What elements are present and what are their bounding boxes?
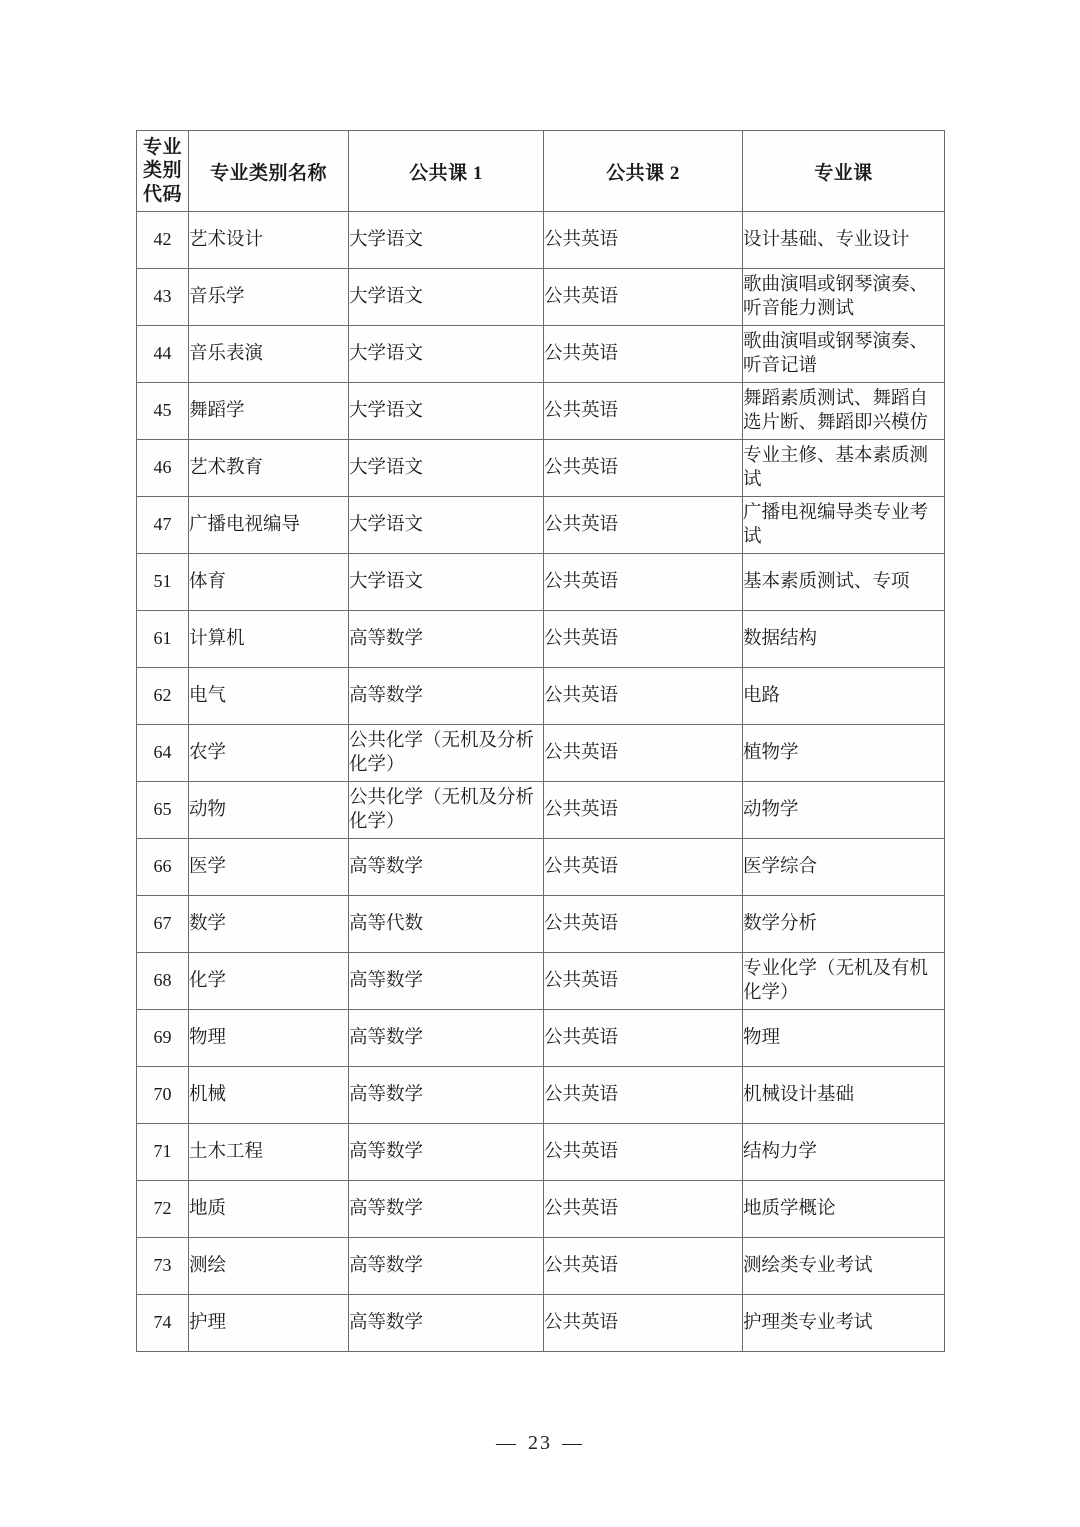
- table-row: [137, 1010, 945, 1067]
- cell-category-name-text: 数学: [189, 913, 227, 934]
- cell-category-name: [189, 782, 349, 839]
- cell-category-code: [137, 1124, 189, 1181]
- cell-public-course-2: [544, 497, 743, 554]
- cell-category-name: [189, 1067, 349, 1124]
- cell-public-course-1-text: 高等数学: [349, 628, 424, 649]
- cell-public-course-2: [544, 383, 743, 440]
- page-footer: [0, 1432, 1080, 1455]
- cell-public-course-1-text: 大学语文: [349, 286, 424, 307]
- cell-major-course-text: 设计基础、专业设计: [743, 229, 910, 250]
- cell-public-course-2-text: 公共英语: [544, 571, 619, 592]
- cell-public-course-2-text: 公共英语: [544, 400, 619, 421]
- cell-public-course-1: [349, 269, 544, 326]
- cell-public-course-2-text: 公共英语: [544, 685, 619, 706]
- cell-category-code: [137, 554, 189, 611]
- cell-public-course-1: [349, 1067, 544, 1124]
- cell-major-course: [743, 440, 945, 497]
- cell-category-code: [137, 1181, 189, 1238]
- cell-major-course: [743, 383, 945, 440]
- cell-category-name: [189, 554, 349, 611]
- cell-major-course-text: 测绘类专业考试: [743, 1255, 873, 1276]
- cell-category-name: [189, 1010, 349, 1067]
- cell-public-course-1-text: 高等数学: [349, 856, 424, 877]
- cell-public-course-2: [544, 896, 743, 953]
- cell-public-course-1-text: 高等数学: [349, 1198, 424, 1219]
- cell-major-course: [743, 1067, 945, 1124]
- cell-public-course-1-text: 大学语文: [349, 457, 424, 478]
- cell-category-name-text: 艺术设计: [189, 229, 264, 250]
- cell-category-code-text: 72: [153, 1198, 172, 1219]
- cell-category-code: [137, 212, 189, 269]
- cell-public-course-1-text: 大学语文: [349, 400, 424, 421]
- table-row: [137, 1124, 945, 1181]
- cell-major-course: [743, 269, 945, 326]
- cell-public-course-1-text: 高等数学: [349, 685, 424, 706]
- cell-public-course-1: [349, 1124, 544, 1181]
- cell-major-course-text: 舞蹈素质测试、舞蹈自选片断、舞蹈即兴模仿: [743, 388, 929, 433]
- cell-public-course-2-text: 公共英语: [544, 514, 619, 535]
- column-header-code-line-3: 代码: [142, 183, 182, 205]
- cell-category-code-text: 73: [153, 1255, 172, 1276]
- cell-public-course-1: [349, 326, 544, 383]
- cell-category-code: [137, 383, 189, 440]
- column-header-category-code: [137, 131, 189, 212]
- cell-category-code: [137, 269, 189, 326]
- table-row: [137, 782, 945, 839]
- cell-category-code-text: 47: [153, 514, 172, 535]
- cell-category-name-text: 艺术教育: [189, 457, 264, 478]
- table-row: [137, 611, 945, 668]
- cell-major-course: [743, 839, 945, 896]
- cell-major-course-text: 护理类专业考试: [743, 1312, 873, 1333]
- cell-category-name-text: 机械: [189, 1084, 227, 1105]
- column-header-category-name: 专业类别名称: [189, 131, 349, 212]
- cell-major-course-text: 数据结构: [743, 628, 818, 649]
- cell-major-course: [743, 497, 945, 554]
- cell-public-course-1-text: 高等代数: [349, 913, 424, 934]
- table-row: [137, 1181, 945, 1238]
- cell-category-code: [137, 326, 189, 383]
- cell-major-course: [743, 953, 945, 1010]
- cell-category-code: [137, 611, 189, 668]
- cell-public-course-2-text: 公共英语: [544, 343, 619, 364]
- cell-public-course-1-text: 高等数学: [349, 1027, 424, 1048]
- major-category-course-table: [136, 130, 945, 1352]
- cell-category-code-text: 66: [153, 856, 172, 877]
- cell-major-course: [743, 782, 945, 839]
- cell-category-code-text: 69: [153, 1027, 172, 1048]
- cell-public-course-1: [349, 383, 544, 440]
- cell-public-course-2-text: 公共英语: [544, 457, 619, 478]
- table-row: [137, 1238, 945, 1295]
- cell-major-course-text: 数学分析: [743, 913, 818, 934]
- cell-category-code-text: 62: [153, 685, 172, 706]
- cell-category-code: [137, 896, 189, 953]
- cell-public-course-1-text: 高等数学: [349, 970, 424, 991]
- cell-major-course: [743, 896, 945, 953]
- cell-category-name: [189, 896, 349, 953]
- column-header-public-course-2: 公共课 2: [544, 131, 743, 212]
- table-row: [137, 1295, 945, 1352]
- cell-category-code-text: 74: [153, 1312, 172, 1333]
- cell-public-course-2: [544, 212, 743, 269]
- footer-dash-left: —: [496, 1432, 518, 1454]
- cell-category-name-text: 测绘: [189, 1255, 227, 1276]
- cell-public-course-2-text: 公共英语: [544, 970, 619, 991]
- cell-major-course: [743, 1124, 945, 1181]
- cell-category-code-text: 65: [153, 799, 172, 820]
- column-header-major-course: 专业课: [743, 131, 945, 212]
- cell-public-course-1: [349, 1238, 544, 1295]
- cell-category-name: [189, 497, 349, 554]
- cell-major-course: [743, 1010, 945, 1067]
- cell-public-course-1-text: 高等数学: [349, 1312, 424, 1333]
- cell-major-course-text: 歌曲演唱或钢琴演奏、听音记谱: [743, 331, 929, 376]
- cell-major-course: [743, 668, 945, 725]
- cell-public-course-2: [544, 839, 743, 896]
- cell-public-course-2-text: 公共英语: [544, 628, 619, 649]
- cell-category-name-text: 音乐学: [189, 286, 245, 307]
- cell-category-name: [189, 953, 349, 1010]
- cell-major-course-text: 医学综合: [743, 856, 818, 877]
- table-row: [137, 839, 945, 896]
- cell-major-course: [743, 326, 945, 383]
- cell-category-name-text: 动物: [189, 799, 227, 820]
- cell-public-course-2: [544, 782, 743, 839]
- cell-category-code: [137, 953, 189, 1010]
- cell-public-course-2-text: 公共英语: [544, 1084, 619, 1105]
- cell-public-course-1-text: 大学语文: [349, 343, 424, 364]
- cell-public-course-1-text: 公共化学（无机及分析化学）: [349, 787, 535, 832]
- table-row: [137, 725, 945, 782]
- cell-category-name: [189, 1295, 349, 1352]
- cell-category-name: [189, 212, 349, 269]
- cell-major-course-text: 结构力学: [743, 1141, 818, 1162]
- cell-category-code: [137, 1295, 189, 1352]
- cell-public-course-1: [349, 497, 544, 554]
- cell-major-course: [743, 1238, 945, 1295]
- cell-category-name-text: 电气: [189, 685, 227, 706]
- cell-public-course-2: [544, 1010, 743, 1067]
- table-row: [137, 554, 945, 611]
- cell-major-course-text: 电路: [743, 685, 781, 706]
- cell-public-course-1: [349, 953, 544, 1010]
- cell-public-course-1: [349, 839, 544, 896]
- cell-category-name-text: 体育: [189, 571, 227, 592]
- cell-major-course: [743, 611, 945, 668]
- column-header-code-line-2: 类别: [142, 160, 182, 182]
- cell-category-code-text: 51: [153, 571, 172, 592]
- cell-major-course-text: 广播电视编导类专业考试: [743, 502, 929, 547]
- cell-public-course-2: [544, 269, 743, 326]
- cell-category-code-text: 61: [153, 628, 172, 649]
- table-row: [137, 896, 945, 953]
- cell-category-code: [137, 1067, 189, 1124]
- cell-public-course-2-text: 公共英语: [544, 229, 619, 250]
- cell-public-course-2-text: 公共英语: [544, 1312, 619, 1333]
- table-header-row: [137, 131, 945, 212]
- cell-category-name-text: 地质: [189, 1198, 227, 1219]
- cell-category-code-text: 71: [153, 1141, 172, 1162]
- cell-category-code: [137, 725, 189, 782]
- cell-category-name: [189, 668, 349, 725]
- table-body: [137, 212, 945, 1352]
- cell-category-code-text: 44: [153, 343, 172, 364]
- cell-category-name-text: 土木工程: [189, 1141, 264, 1162]
- cell-category-name-text: 医学: [189, 856, 227, 877]
- cell-public-course-2-text: 公共英语: [544, 742, 619, 763]
- cell-category-code: [137, 668, 189, 725]
- table-row: [137, 440, 945, 497]
- cell-public-course-1: [349, 212, 544, 269]
- cell-major-course-text: 动物学: [743, 799, 799, 820]
- cell-major-course-text: 歌曲演唱或钢琴演奏、听音能力测试: [743, 274, 929, 319]
- cell-public-course-2-text: 公共英语: [544, 1255, 619, 1276]
- cell-public-course-2-text: 公共英语: [544, 799, 619, 820]
- cell-public-course-1: [349, 1010, 544, 1067]
- cell-public-course-1-text: 公共化学（无机及分析化学）: [349, 730, 535, 775]
- cell-category-name-text: 音乐表演: [189, 343, 264, 364]
- cell-public-course-2: [544, 1181, 743, 1238]
- cell-category-code: [137, 497, 189, 554]
- cell-public-course-2-text: 公共英语: [544, 856, 619, 877]
- cell-public-course-1-text: 高等数学: [349, 1141, 424, 1162]
- cell-public-course-2-text: 公共英语: [544, 1027, 619, 1048]
- table-row: [137, 383, 945, 440]
- cell-category-name: [189, 326, 349, 383]
- cell-public-course-1-text: 大学语文: [349, 571, 424, 592]
- cell-public-course-1: [349, 668, 544, 725]
- cell-public-course-2: [544, 554, 743, 611]
- table-row: [137, 326, 945, 383]
- cell-major-course: [743, 725, 945, 782]
- cell-category-code-text: 42: [153, 229, 172, 250]
- cell-category-name-text: 化学: [189, 970, 227, 991]
- table-row: [137, 1067, 945, 1124]
- cell-public-course-2: [544, 1295, 743, 1352]
- cell-category-name: [189, 1124, 349, 1181]
- cell-public-course-2: [544, 668, 743, 725]
- cell-public-course-2-text: 公共英语: [544, 286, 619, 307]
- cell-public-course-2: [544, 725, 743, 782]
- column-header-code-line-1: 专业: [142, 137, 182, 159]
- cell-category-name-text: 护理: [189, 1312, 227, 1333]
- cell-category-code-text: 68: [153, 970, 172, 991]
- cell-public-course-2: [544, 326, 743, 383]
- cell-public-course-2: [544, 1238, 743, 1295]
- cell-public-course-1: [349, 440, 544, 497]
- cell-public-course-1: [349, 554, 544, 611]
- cell-category-name: [189, 611, 349, 668]
- footer-dash-right: —: [562, 1432, 584, 1454]
- cell-public-course-2: [544, 953, 743, 1010]
- cell-category-code: [137, 839, 189, 896]
- table-row: [137, 497, 945, 554]
- cell-category-name-text: 农学: [189, 742, 227, 763]
- cell-major-course-text: 机械设计基础: [743, 1084, 855, 1105]
- cell-category-name-text: 舞蹈学: [189, 400, 245, 421]
- cell-major-course: [743, 1181, 945, 1238]
- cell-major-course: [743, 1295, 945, 1352]
- cell-public-course-2: [544, 611, 743, 668]
- cell-category-name: [189, 1181, 349, 1238]
- table-header: [137, 131, 945, 212]
- cell-public-course-2: [544, 440, 743, 497]
- cell-public-course-1: [349, 782, 544, 839]
- cell-category-code-text: 67: [153, 913, 172, 934]
- cell-public-course-1: [349, 611, 544, 668]
- cell-category-code-text: 45: [153, 400, 172, 421]
- cell-public-course-1-text: 高等数学: [349, 1084, 424, 1105]
- page-number: 23: [528, 1432, 552, 1454]
- cell-major-course: [743, 212, 945, 269]
- cell-major-course-text: 物理: [743, 1027, 781, 1048]
- cell-category-code: [137, 1010, 189, 1067]
- cell-public-course-1: [349, 896, 544, 953]
- cell-major-course-text: 地质学概论: [743, 1198, 836, 1219]
- cell-major-course-text: 专业化学（无机及有机化学）: [743, 958, 929, 1003]
- cell-category-name: [189, 1238, 349, 1295]
- cell-public-course-2: [544, 1124, 743, 1181]
- table-row: [137, 668, 945, 725]
- cell-category-name-text: 广播电视编导: [189, 514, 301, 535]
- cell-category-code-text: 64: [153, 742, 172, 763]
- cell-category-name: [189, 383, 349, 440]
- table-row: [137, 212, 945, 269]
- cell-category-code: [137, 782, 189, 839]
- cell-public-course-1-text: 大学语文: [349, 514, 424, 535]
- cell-public-course-2-text: 公共英语: [544, 1198, 619, 1219]
- cell-category-code: [137, 1238, 189, 1295]
- cell-major-course-text: 专业主修、基本素质测试: [743, 445, 929, 490]
- cell-public-course-1-text: 大学语文: [349, 229, 424, 250]
- cell-category-name: [189, 440, 349, 497]
- cell-public-course-1: [349, 725, 544, 782]
- cell-category-code-text: 70: [153, 1084, 172, 1105]
- column-header-public-course-1: 公共课 1: [349, 131, 544, 212]
- table-row: [137, 953, 945, 1010]
- cell-category-code-text: 43: [153, 286, 172, 307]
- cell-category-name: [189, 839, 349, 896]
- cell-public-course-1-text: 高等数学: [349, 1255, 424, 1276]
- cell-major-course-text: 植物学: [743, 742, 799, 763]
- cell-category-name: [189, 725, 349, 782]
- cell-category-code: [137, 440, 189, 497]
- cell-major-course: [743, 554, 945, 611]
- cell-public-course-2-text: 公共英语: [544, 1141, 619, 1162]
- cell-public-course-2-text: 公共英语: [544, 913, 619, 934]
- cell-public-course-1: [349, 1295, 544, 1352]
- course-table-container: [136, 130, 944, 1352]
- cell-category-name-text: 计算机: [189, 628, 245, 649]
- table-row: [137, 269, 945, 326]
- cell-major-course-text: 基本素质测试、专项: [743, 571, 910, 592]
- cell-category-name: [189, 269, 349, 326]
- cell-public-course-1: [349, 1181, 544, 1238]
- cell-category-code-text: 46: [153, 457, 172, 478]
- cell-public-course-2: [544, 1067, 743, 1124]
- cell-category-name-text: 物理: [189, 1027, 227, 1048]
